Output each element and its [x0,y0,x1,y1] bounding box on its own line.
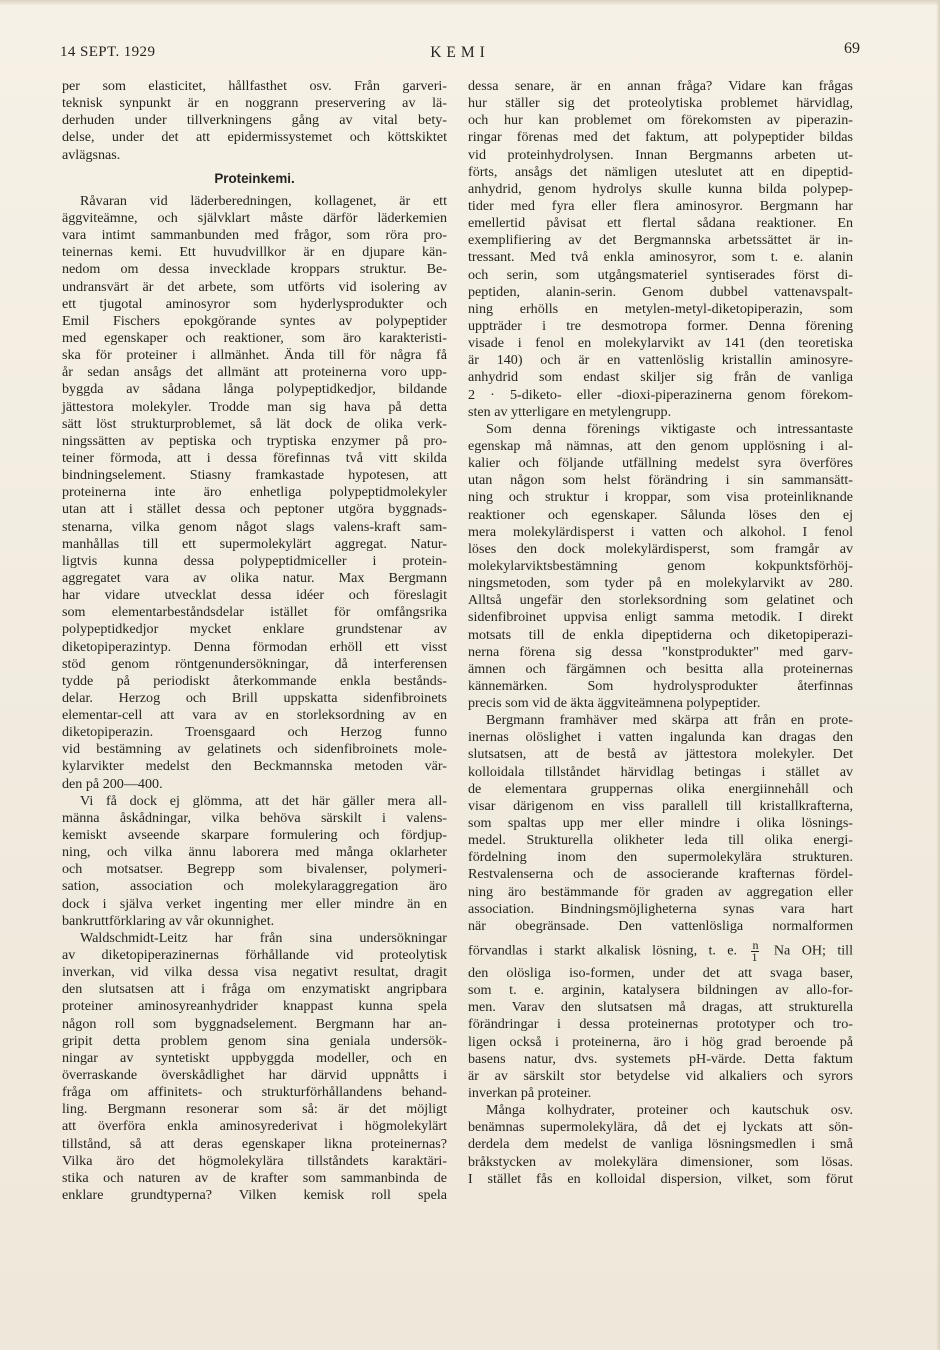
text-line: inverkan på proteiner. [468,1085,592,1102]
text-line: basens natur, dvs. systemets pH-värde. Detta faktum [468,1050,853,1067]
text-line: molekylarviktsbestämning genom kokpunktsförhöj- [468,557,853,574]
text-line: sten av ytterligare en metylengrupp. [468,403,672,420]
text-line: ling. Bergmann resonerar som så: är det möjligt [62,1101,447,1118]
text-line: utan någon som helst förändring i sin sammansätt- [468,472,853,489]
text-line: ning, och vilka ännu laborera med många oklarheter [62,844,447,861]
text-line: sation, association och molekylaraggregation äro [62,878,447,895]
text-line: de elementara gruppernas olika energiinnehåll och [468,780,853,797]
text-line: fråga om affinitets- och strukturförhållandens behand- [62,1084,447,1101]
text-line: exemplifiering av det Bergmannska arbetssättet är in- [468,232,853,249]
text-line: benämnas supermolekylära, då det ej lyckats att sön- [468,1119,853,1136]
text-line: bindningselement. Stiasny framkastade hypotesen, att [62,467,447,484]
text-line: den olösliga iso-formen, under det att svaga baser, [468,965,853,982]
text-line: teinernas kemi. Ett huvudvillkor är en djupare kän- [62,244,447,261]
left-paragraph-3 [62,793,447,930]
text-line: och serin, som utgångsmateriel syntiserades först di- [468,266,853,283]
text-line: ningar av syntetiskt uppbyggda modeller, och en [62,1049,447,1066]
text-line: Många kolhydrater, proteiner och kautschuk osv. [486,1102,853,1119]
left-paragraph-1 [62,78,447,164]
text-line: Vi få dock ej glömma, att det här gäller mera all- [80,792,447,809]
formula-numerator: n [752,938,759,953]
text-line: tydde på periodiskt återkommande enkla bestånds- [62,672,447,689]
running-header [60,40,860,64]
text-line: ringar förenas med det faktum, att polypeptider bildas [468,129,853,146]
text-line: motsats till de enkla dipeptiderna och diketopiperazi- [468,626,853,643]
text-line: ningsmetoden, som tyder på en molekylarvikt av 280. [468,575,853,592]
text-line: och motsatser. Begrepp som bivalenser, polymeri- [62,861,447,878]
text-line: som t. e. arginin, katalysera bildningen av allo-for- [468,982,853,999]
text-line: Waldschmidt-Leitz har från sina undersökningar [80,929,447,946]
text-line: med egenskaper och reaktioner, som äro karakteristi- [62,329,447,346]
text-line: anhydrid som endast skiljer sig från de vanliga [468,369,853,386]
text-line: löses den dock molekylärdisperst, som framgår av [468,540,853,557]
text-line: peptiden, alanin-serin. Genom dubbel vattenavspalt- [468,283,853,300]
text-line: ligtvis kunna dessa polypeptidmiceller i protein- [62,552,447,569]
text-line: utan att i stället dessa och peptoner utgöra byggnads- [62,501,447,518]
formula-fraction [751,940,759,963]
text-line: ska för proteiner i allmänhet. Ända till för några få [62,347,447,364]
text-line: reaktioner och egenskaper. Sålunda löses den ej [468,506,853,523]
text-line: som spaltas upp mer eller mindre i olika lösnings- [468,815,853,832]
text-line: har vidare utvecklat dessa idéer och föreslagit [62,587,447,604]
text-line: stöd genom röntgenundersökningar, då interferensen [62,655,447,672]
text-line: är 140) och är en vattenlöslig kristallin aminosyre- [468,352,853,369]
text-line: ning äro bestämmande för graden av aggregation eller [468,883,853,900]
text-line: fördelning inom den supermolekylära strukturen. [468,849,853,866]
text-line: egenskap må nämnas, att den genom upplösning i al- [468,437,853,454]
text-line: per som elasticitet, hållfasthet osv. Från garveri- [62,78,447,94]
left-paragraph-2 [62,193,447,793]
text-line: gripit detta problem genom sina geniala undersök- [62,1032,447,1049]
header-date: 14 SEPT. 1929 [60,44,156,60]
text-line: som elementarbeståndsdelar istället för omfångsrika [62,604,447,621]
text-line: hur ställer sig det proteolytiska problemet härvidlag, [468,95,853,112]
text-line: männa åskådningar, vilka behöva särskilt i valens- [62,809,447,826]
text-line: vid proteinhydrolysen. Innan Bergmanns arbeten ut- [468,146,853,163]
text-line: proteinerna inte äro enhetliga polypeptidmolekyler [62,484,447,501]
left-column [62,78,447,1204]
text-line: någon roll som byggnadselement. Bergmann har an- [62,1015,447,1032]
text-line: den slutsatsen att i fråga om enzymatiskt angripbara [62,981,447,998]
text-line: och hur kan problemet om förekomsten av piperazin- [468,112,853,129]
text-line: sätt löst strukturproblemet, så lät dock de olika verk- [62,415,447,432]
text-line: medel. Strukturella olikheter leda till olika energi- [468,832,853,849]
text-line: kemiskt avseende skarpare formulering och fördjup- [62,827,447,844]
text-line: nedom om dessa invecklade kroppars struktur. Be- [62,261,447,278]
formula-line [468,935,853,965]
text-line: precis som vid de äkta äggviteämnena polypeptider. [468,695,761,712]
text-line: uppträder i tre desmotropa former. Denna förening [468,317,853,334]
text-line: tillstånd, så att deras egenskaper likna proteinernas? [62,1135,447,1152]
text-line: att överföra enkla aminosyrederivat i högmolekylärt [62,1118,447,1135]
text-line: delar. Herzog och Brill uppskatta sidenfibroinets [62,689,447,706]
text-line: men. Varav den slutsatsen må dragas, att strukturella [468,999,853,1016]
text-line: kännemärken. Som hydrolysprodukter återfinnas [468,677,853,694]
text-line: dessa senare, är en annan fråga? Vidare kan frågas [468,78,853,94]
text-line: emellertid påvisat ett flertal sådana reaktioner. En [468,215,853,232]
header-page-number: 69 [844,40,860,57]
formula-denominator: 1 [751,950,758,965]
header-journal-title: KEMI [430,44,490,61]
text-line: Råvaran vid läderberedningen, kollagenet, är ett [80,192,447,209]
text-line: vid bestämning av gelatinets och sidenfibroinets mole- [62,741,447,758]
text-line: ning erhölls en metylen-metyl-diketopiperazin, som [468,300,853,317]
text-line: när obegränsade. Den vattenlösliga normalformen [468,917,853,934]
text-line: Alltså ungefär den storleksordning som gelatinet och [468,592,853,609]
text-line: manhållas till ett supermolekylärt aggregat. Natur- [62,535,447,552]
page-edge-right [936,0,940,1350]
text-line: undransvärt är det arbete, som utförts vid isolering av [62,278,447,295]
text-line: tressant. Med två enkla aminosyror, som t. e. alanin [468,249,853,266]
text-line: elementar-cell att vara av en storleksordning av en [62,707,447,724]
text-line: diketopiperazin. Troensgaard och Herzog funno [62,724,447,741]
text-line: inverkan, vid vilka dessa visa negativt resultat, dragit [62,964,447,981]
text-line: derdela dem medelst de vanliga lösningsmedlen i små [468,1136,853,1153]
text-line: teiner förmoda, att i dessa förefinnas två vitt skilda [62,449,447,466]
text-line: Vilka äro det högmolekylära tillståndets karaktäri- [62,1152,447,1169]
formula-text-after: Na OH; till [773,942,854,959]
right-column [468,78,853,1188]
text-line: inernas olöslighet i vatten ingalunda kan dragas den [468,729,853,746]
text-line: I stället fås en kolloidal dispersion, vilket, som förut [468,1170,853,1187]
text-line: visade i fenol en molekylarvikt av 141 (den teoretiska [468,335,853,352]
text-line: kalier och följande utfällning medelst syra överföres [468,455,853,472]
text-line: Emil Fischers epokgörande syntes av polypeptider [62,312,447,329]
text-line: bankruttförklaring av vår okunnighet. [62,912,275,929]
text-line: 2 · 5-diketo- eller -dioxi-piperazinerna genom förekom- [468,386,853,403]
text-line: byggda av sådana långa polypeptidkedjor, bildande [62,381,447,398]
text-line: slutsatsen, att de bestå av jättestora molekyler. Det [468,746,853,763]
text-line: aggregatet vara av olika natur. Max Bergmann [62,569,447,586]
text-line: ligen också i proteinerna, äro i hög grad beroende på [468,1033,853,1050]
text-line: kylarvikter medelst den Beckmannska metoden vär- [62,758,447,775]
text-line: derhuden under tillverkningens gång av vital bety- [62,112,447,129]
text-line: Som denna förenings viktigaste och intressantaste [486,420,853,437]
text-line: tider med fyra eller flera aminosyror. Bergmann har [468,197,853,214]
text-line: diketopiperazintyp. Denna förmodan erhöll ett visst [62,638,447,655]
text-line: stika och naturen av de krafter som sammanbinda de [62,1169,447,1186]
left-paragraph-4 [62,930,447,1204]
text-line: ett tjugotal aminosyror som hyderlysprodukter och [62,295,447,312]
text-line: är av särskilt stor betydelse vid alkaliers och syrors [468,1067,853,1084]
right-paragraph-1 [468,78,853,421]
text-line: nerna förena sig dessa "konstprodukter" med garv- [468,643,853,660]
page-edge-top [0,0,940,6]
text-line: ning och struktur i kroppar, som visa proteinliknande [468,489,853,506]
text-line: förts, ansågs det nämligen uteslutet att en dipeptid- [468,163,853,180]
text-line: av diketopiperazinernas förhållande vid proteolytisk [62,947,447,964]
right-paragraph-5 [468,1102,853,1188]
text-line: ämnen och färgämnen och besitta alla proteinernas [468,660,853,677]
right-paragraph-4 [468,965,853,1102]
text-line: stenarna, vilka genom något slags valens-kraft sam- [62,518,447,535]
text-line: polypeptidkedjor mycket enklare grundstenar av [62,621,447,638]
formula-text-before: förvandlas i starkt alkalisk lösning, t. e. [468,942,738,959]
text-line: enklare grundtyperna? Vilken kemisk roll spela [62,1187,447,1203]
text-line: delse, under det att epidermissystemet och köttskiktet [62,129,447,146]
text-line: avlägsnas. [62,146,121,163]
right-paragraph-3 [468,712,853,935]
text-line: bråkstycken av molekylära dimensioner, som lösas. [468,1153,853,1170]
text-line: jättestora molekyler. Trodde man sig hava på detta [62,398,447,415]
text-line: den på 200—400. [62,775,163,792]
right-paragraph-2 [468,421,853,712]
text-line: år sedan ansågs det allmänt att proteinerna voro upp- [62,364,447,381]
text-line: sidenfibroinet uppvisa enligt samma metodik. I direkt [468,609,853,626]
text-line: äggviteämne, och självklart måste därför läderkemien [62,209,447,226]
text-line: kolloidala tillståndet härvidlag betingas i stället av [468,763,853,780]
text-line: proteiner aminosyreanhydrider knappast kunna spela [62,998,447,1015]
text-line: teknisk synpunkt är en noggrann preservering av lä- [62,95,447,112]
text-line: dock i själva verket ingenting mer eller mindre än en [62,895,447,912]
text-line: ningssätten av peptiska och tryptiska enzymer på pro- [62,432,447,449]
text-line: Bergmann framhäver med skärpa att från en prote- [486,712,853,729]
text-line: mera molekylärdisperst i vatten och alkohol. I fenol [468,523,853,540]
section-heading: Proteinkemi. [214,170,295,186]
text-line: anhydrid, genom hydrolys skulle kunna bilda polypep- [468,180,853,197]
text-line: association. Bindningsmöjligheterna synas vara hart [468,900,853,917]
text-line: förändringar i dessa proteinernas prototyper och tro- [468,1016,853,1033]
text-line: visar därigenom en viss parallell till kristallkrafterna, [468,797,853,814]
text-line: vara intimt sammanbunden med frågor, som röra pro- [62,227,447,244]
text-line: överraskande överskådlighet har därvid uppnåtts i [62,1067,447,1084]
text-line: Restvalenserna och de associerande krafternas fördel- [468,866,853,883]
